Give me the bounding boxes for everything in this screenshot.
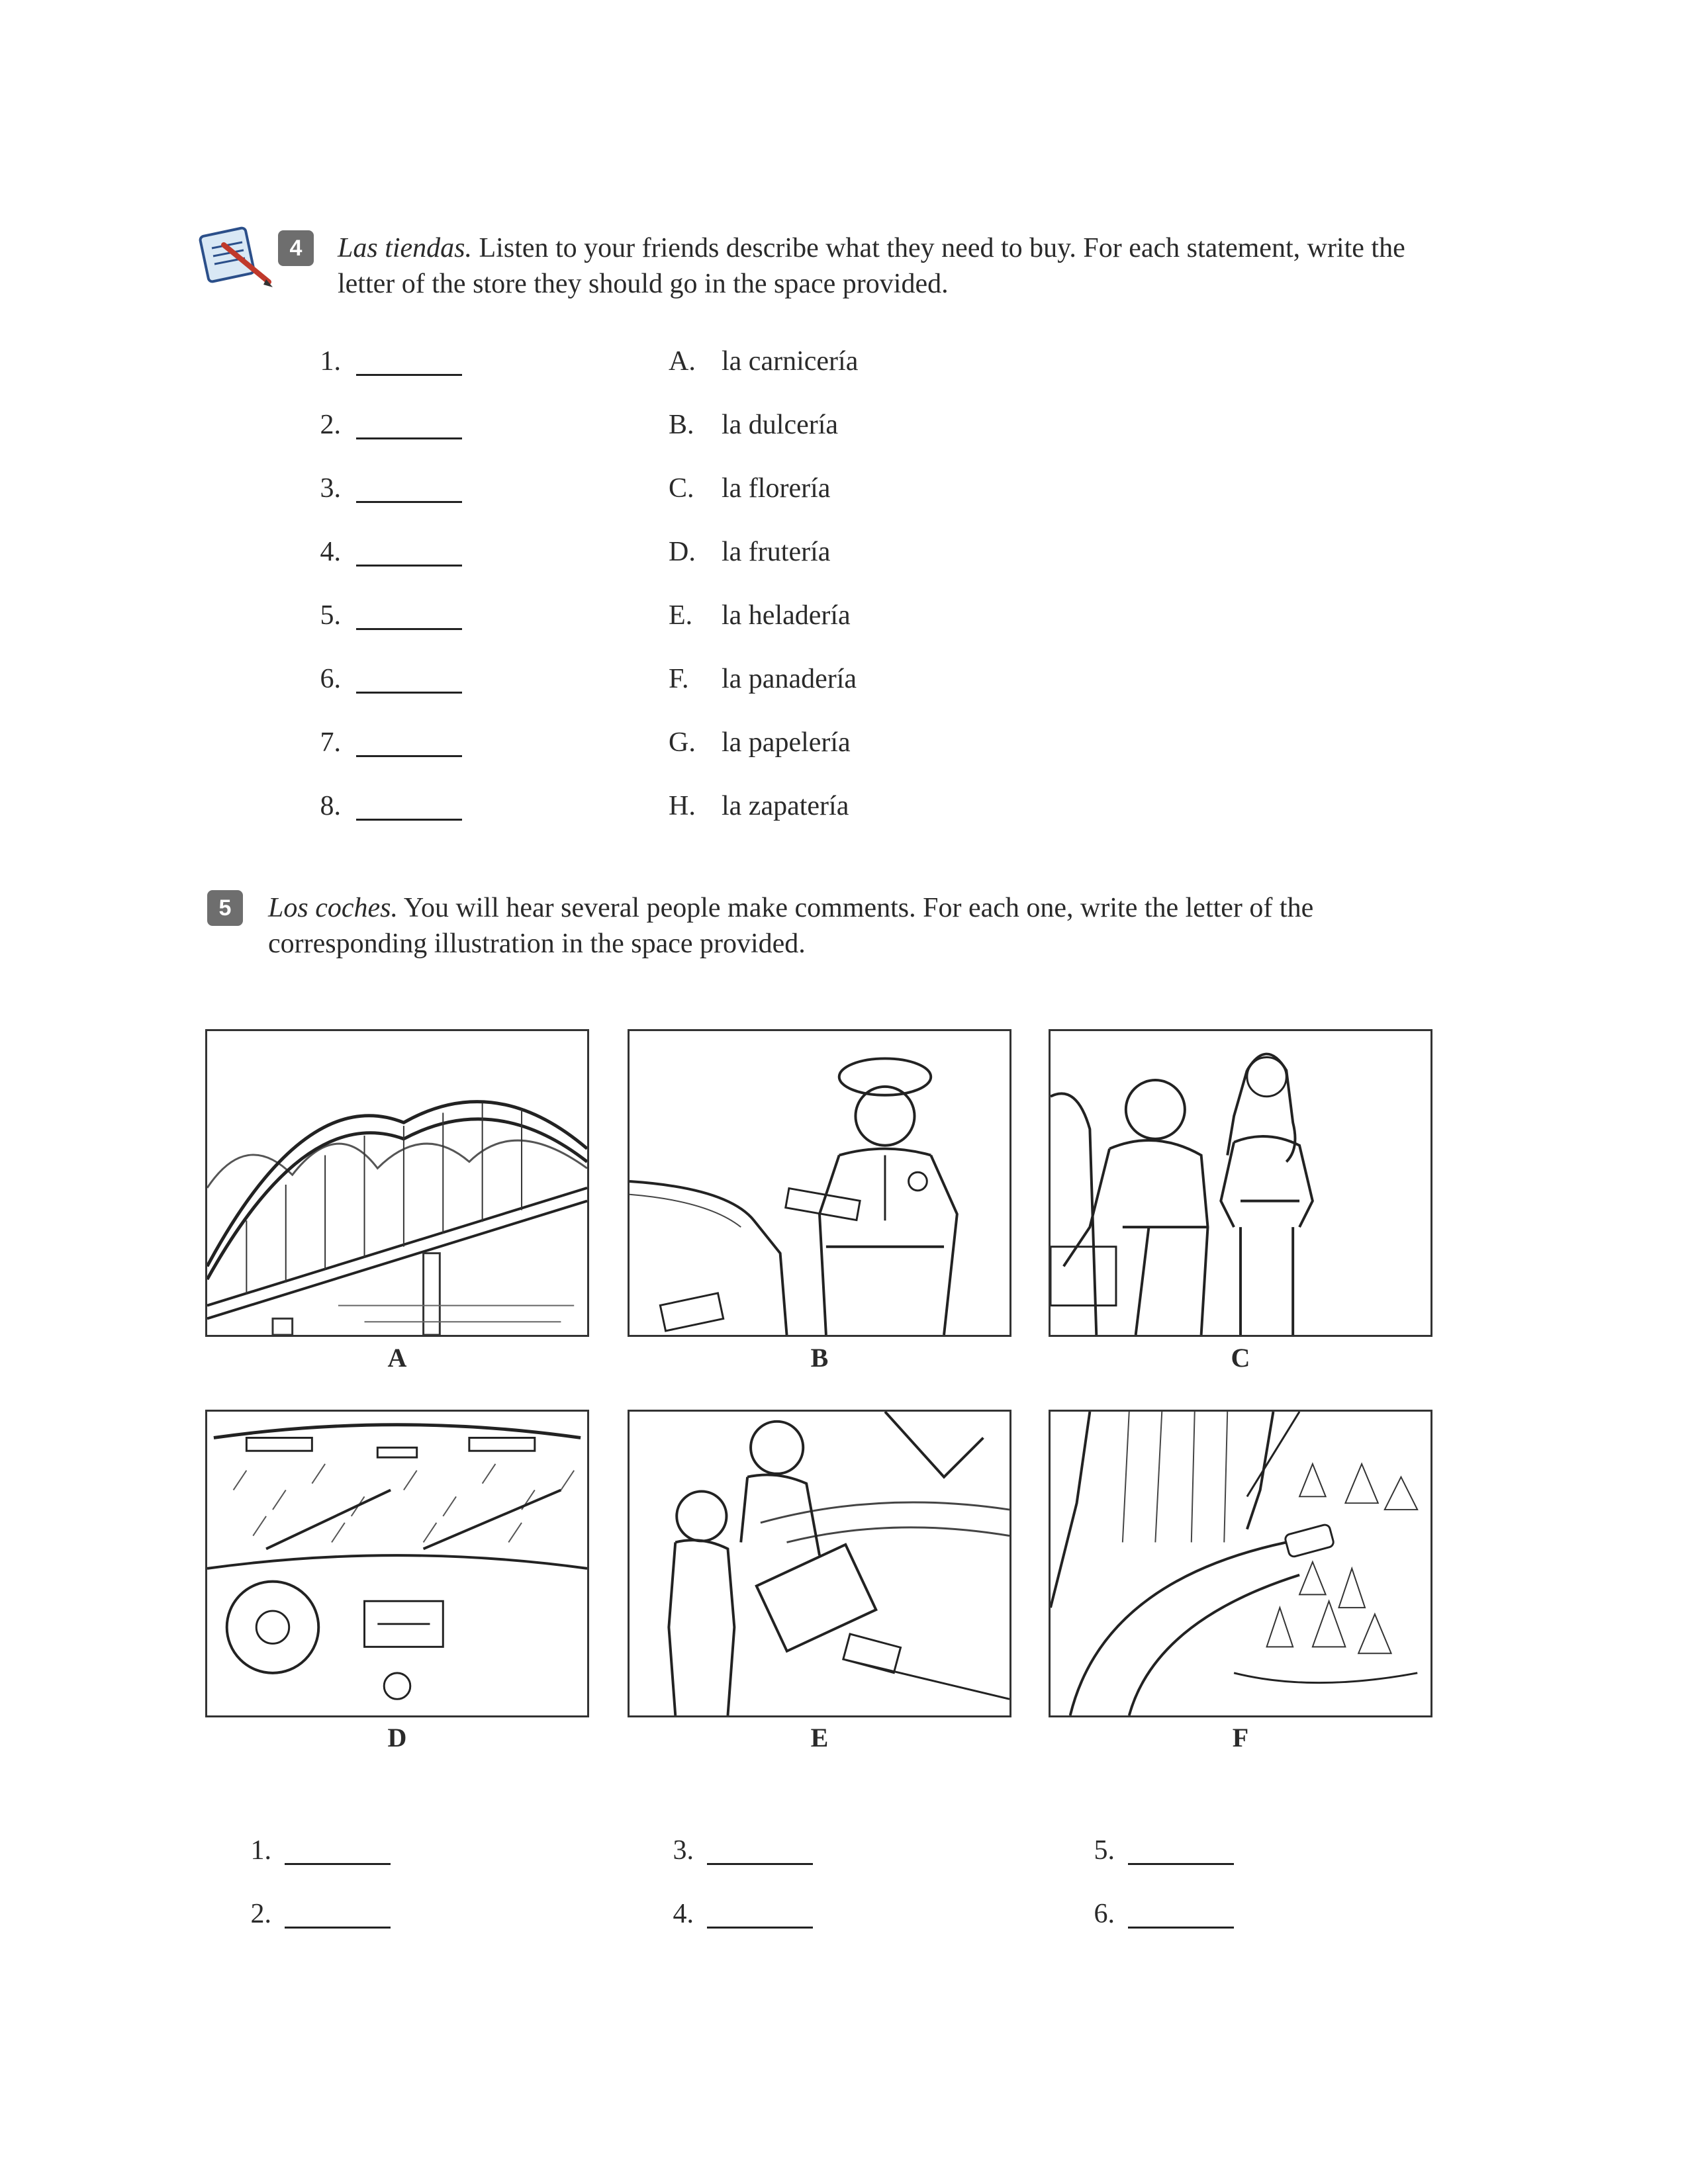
option-letter: C. <box>669 473 694 504</box>
section-5-title: Los coches. <box>268 893 398 923</box>
option-letter: A. <box>669 346 696 377</box>
exercise-badge: 4 <box>278 230 314 266</box>
police-officer-writing-ticket-illustration <box>628 1029 1011 1337</box>
answer-blank[interactable] <box>1128 1863 1234 1865</box>
option-letter: D. <box>669 537 696 567</box>
option-text: la dulcería <box>722 410 839 440</box>
illustration-label: A <box>387 1343 407 1373</box>
item-number: 3. <box>320 473 341 504</box>
illustration-label: B <box>810 1343 829 1373</box>
answer-blank[interactable] <box>285 1863 391 1865</box>
option-text: la florería <box>722 473 831 504</box>
option-text: la frutería <box>722 537 831 567</box>
option-letter: B. <box>669 410 694 440</box>
answer-blank[interactable] <box>356 692 462 694</box>
illustration-label: D <box>387 1723 407 1752</box>
option-letter: H. <box>669 791 696 821</box>
illustration-label: F <box>1232 1723 1249 1752</box>
answer-blank[interactable] <box>356 819 462 821</box>
answer-blank[interactable] <box>356 501 462 503</box>
section-4-instruction-text: Listen to your friends describe what they need to buy. For each statement, write the letter of the store they should go in the space provided. <box>338 233 1405 299</box>
option-text: la heladería <box>722 600 851 631</box>
answer-blank[interactable] <box>356 374 462 376</box>
item-number: 2. <box>250 1899 271 1929</box>
option-letter: G. <box>669 727 696 758</box>
option-letter: E. <box>669 600 693 631</box>
item-number: 6. <box>320 664 341 694</box>
illustration-label: E <box>810 1723 829 1752</box>
item-number: 5. <box>1094 1835 1115 1866</box>
notepad-pencil-icon <box>197 218 277 291</box>
car-on-mountain-road-illustration <box>1049 1410 1432 1717</box>
item-number: 8. <box>320 791 341 821</box>
item-number: 5. <box>320 600 341 631</box>
answer-blank[interactable] <box>356 755 462 757</box>
answer-blank[interactable] <box>285 1927 391 1929</box>
item-number: 1. <box>250 1835 271 1866</box>
answer-blank[interactable] <box>1128 1927 1234 1929</box>
exercise-badge: 5 <box>207 890 243 926</box>
bridge-with-traffic-illustration <box>205 1029 589 1337</box>
section-5-instruction-text: You will hear several people make comments. For each one, write the letter of the corresponding illustration in the space provided. <box>268 893 1314 959</box>
item-number: 7. <box>320 727 341 758</box>
rainy-windshield-dashboard-illustration <box>205 1410 589 1717</box>
section-5-instruction <box>268 890 1427 962</box>
item-number: 3. <box>673 1835 694 1866</box>
couple-with-car-battery-illustration <box>628 1410 1011 1717</box>
section-4-title: Las tiendas. <box>338 233 473 263</box>
item-number: 6. <box>1094 1899 1115 1929</box>
option-text: la carnicería <box>722 346 859 377</box>
option-letter: F. <box>669 664 689 694</box>
option-text: la papelería <box>722 727 851 758</box>
answer-blank[interactable] <box>356 437 462 439</box>
answer-blank[interactable] <box>356 628 462 630</box>
item-number: 2. <box>320 410 341 440</box>
illustration-label: C <box>1231 1343 1250 1373</box>
item-number: 4. <box>673 1899 694 1929</box>
answer-blank[interactable] <box>707 1863 813 1865</box>
answer-blank[interactable] <box>707 1927 813 1929</box>
section-4-instruction <box>338 230 1463 302</box>
answer-blank[interactable] <box>356 565 462 567</box>
option-text: la panadería <box>722 664 857 694</box>
option-text: la zapatería <box>722 791 849 821</box>
man-and-woman-by-car-illustration <box>1049 1029 1432 1337</box>
item-number: 1. <box>320 346 341 377</box>
item-number: 4. <box>320 537 341 567</box>
